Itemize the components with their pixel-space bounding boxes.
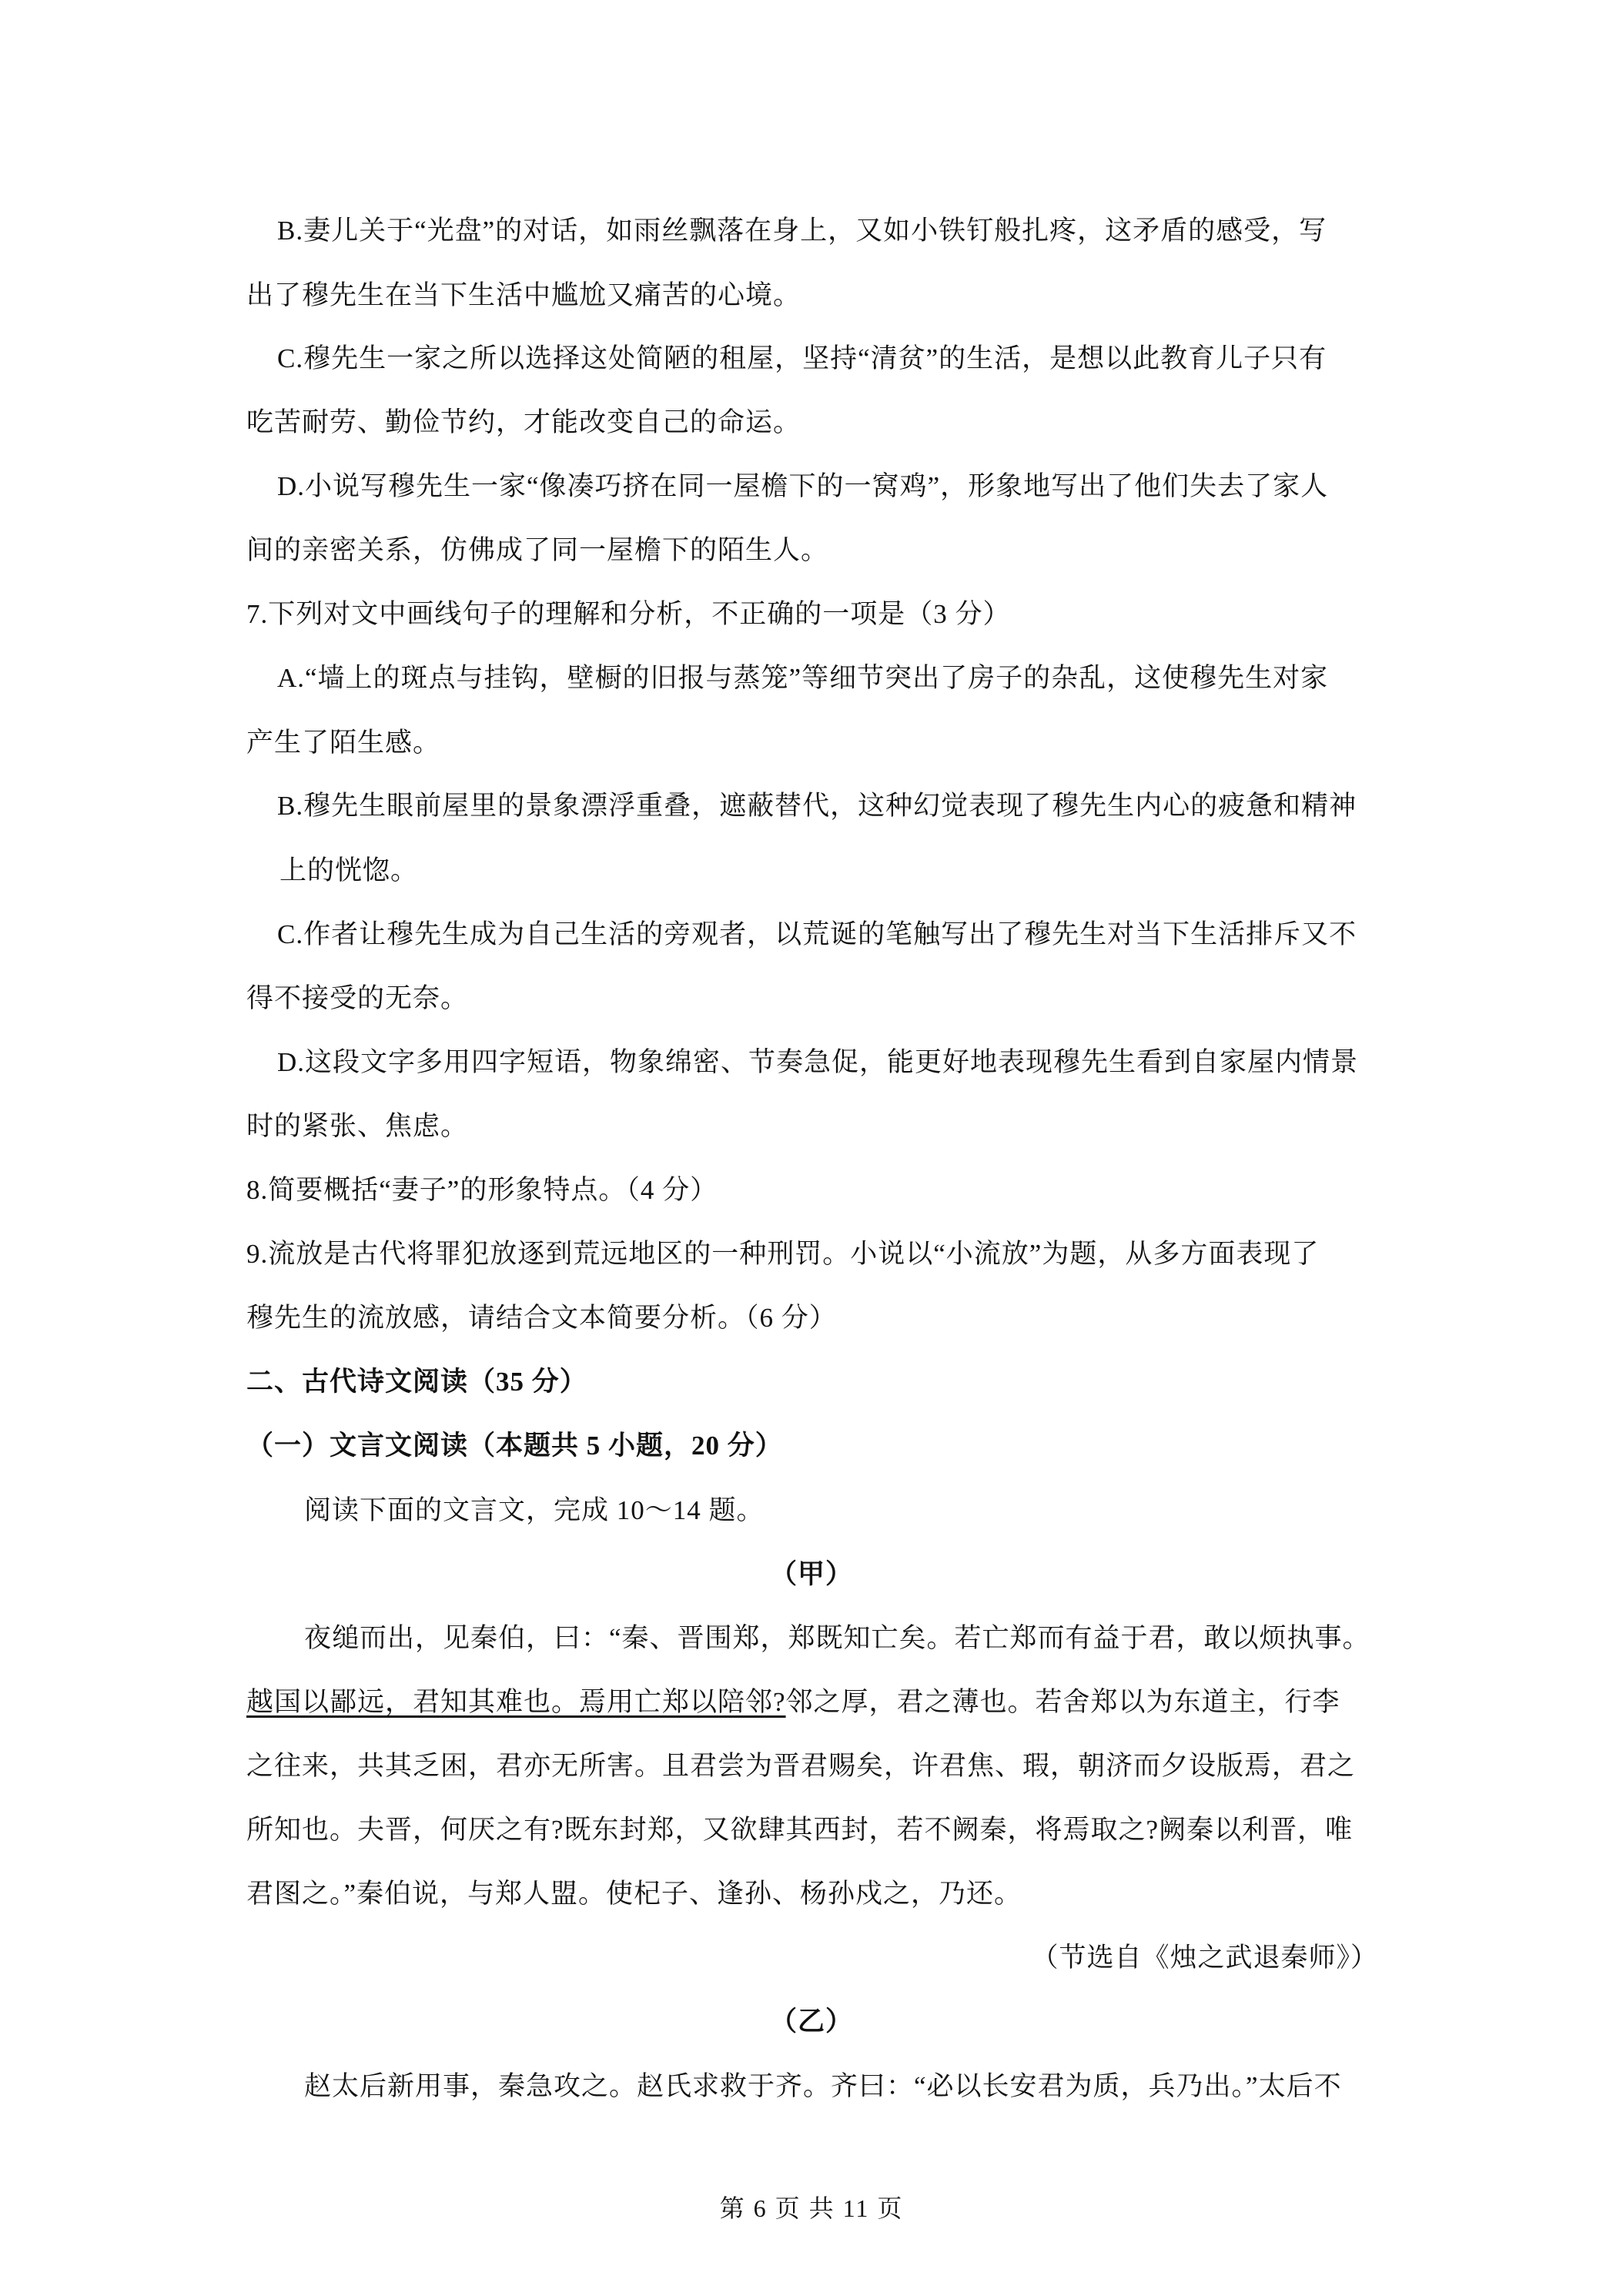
q7-option-d-line-1: D.这段文字多用四字短语，物象绵密、节奏急促，能更好地表现穆先生看到自家屋内情景 [277,1047,1359,1077]
subsection-heading: （一）文言文阅读（本题共 5 小题，20 分） [246,1431,783,1461]
passage-jia-line-3: 之往来，共其乏困，君亦无所害。且君尝为晋君赐矣，许君焦、瑕，朝济而夕设版焉，君之 [246,1751,1356,1781]
q7-option-b-line-1: B.穆先生眼前屋里的景象漂浮重叠，遮蔽替代，这种幻觉表现了穆先生内心的疲惫和精神 [277,791,1357,821]
option-b-line-2: 出了穆先生在当下生活中尴尬又痛苦的心境。 [246,280,801,310]
section-heading: 二、古代诗文阅读（35 分） [246,1367,587,1397]
q7-option-c-line-2: 得不接受的无奈。 [246,983,469,1013]
q7-option-d-line-2: 时的紧张、焦虑。 [246,1111,469,1141]
option-d-line-1: D.小说写穆先生一家“像凑巧挤在同一屋檐下的一窝鸡”，形象地写出了他们失去了家人 [277,471,1329,501]
question-9-line-1: 9.流放是古代将罪犯放逐到荒远地区的一种刑罚。小说以“小流放”为题，从多方面表现了 [246,1239,1320,1269]
q7-option-a-line-2: 产生了陌生感。 [246,728,441,758]
reading-instruction: 阅读下面的文言文，完成 10～14 题。 [304,1495,765,1525]
option-c-line-2: 吃苦耐劳、勤俭节约，才能改变自己的命运。 [246,407,801,437]
q7-option-a-line-1: A.“墙上的斑点与挂钩，壁橱的旧报与蒸笼”等细节突出了房子的杂乱，这使穆先生对家 [277,663,1329,693]
passage-jia-source: （节选自《烛之武退秦师》） [1031,1943,1378,1973]
q7-option-b-line-2: 上的恍惚。 [279,855,419,885]
page-footer: 第 6 页 共 11 页 [719,2194,904,2222]
passage-yi-line-1: 赵太后新用事，秦急攻之。赵氏求救于齐。齐曰：“必以长安君为质，兵乃出。”太后不 [304,2071,1342,2101]
passage-jia-line-2 [246,1684,1386,1721]
passage-jia-line-2-rest: 邻之厚，君之薄也。若舍郑以为东道主，行李 [785,1687,1340,1717]
passage-yi-label: （乙） [769,2006,853,2037]
question-7: 7.下列对文中画线句子的理解和分析，不正确的一项是（3 分） [246,599,1011,629]
question-8: 8.简要概括“妻子”的形象特点。（4 分） [246,1175,718,1205]
passage-jia-line-4: 所知也。夫晋，何厌之有?既东封郑，又欲肆其西封，若不阙秦，将焉取之?阙秦以利晋，唯 [246,1815,1354,1845]
option-d-line-2: 间的亲密关系，仿佛成了同一屋檐下的陌生人。 [246,535,829,565]
option-b-line-1: B.妻儿关于“光盘”的对话，如雨丝飘落在身上，又如小铁钉般扎疼，这矛盾的感受，写 [277,216,1327,246]
passage-jia-line-5: 君图之。”秦伯说，与郑人盟。使杞子、逢孙、杨孙戍之，乃还。 [246,1879,1022,1909]
option-c-line-1: C.穆先生一家之所以选择这处简陋的租屋，坚持“清贫”的生活，是想以此教育儿子只有 [277,343,1327,373]
q7-option-c-line-1: C.作者让穆先生成为自己生活的旁观者，以荒诞的笔触写出了穆先生对当下生活排斥又不 [277,919,1357,949]
underlined-sentence: 越国以鄙远，君知其难也。焉用亡郑以陪邻? [246,1687,786,1717]
question-9-line-2: 穆先生的流放感，请结合文本简要分析。（6 分） [246,1303,837,1333]
passage-jia-line-1: 夜缒而出，见秦伯，曰：“秦、晋围郑，郑既知亡矣。若亡郑而有益于君，敢以烦执事。 [304,1623,1370,1653]
passage-jia-label: （甲） [769,1559,853,1589]
